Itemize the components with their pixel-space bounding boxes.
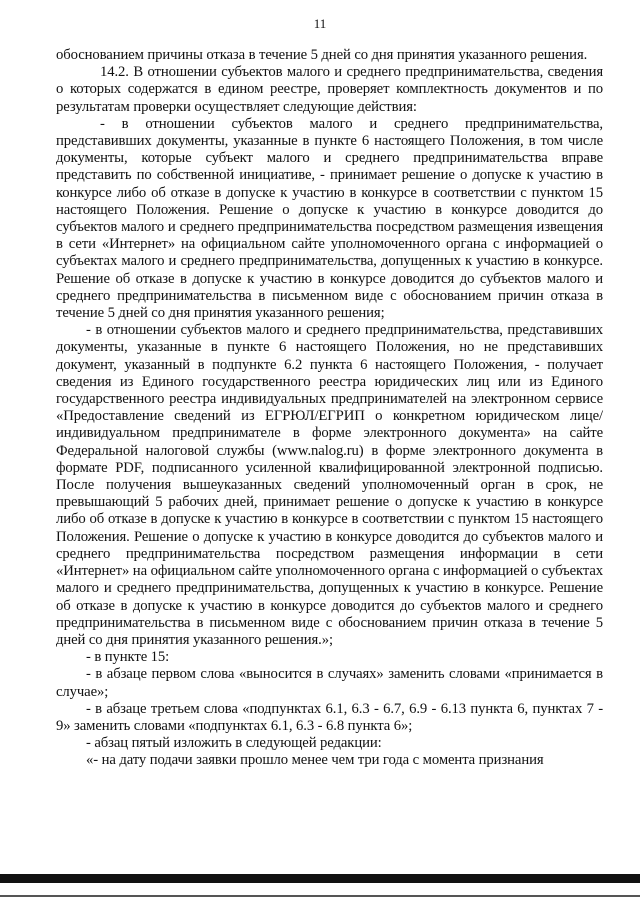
paragraph-first-abzac: - в абзаце первом слова «выносится в случаях» заменить словами «принимается в случае»; [56,666,603,700]
paragraph-bullet-missing-document: - в отношении субъектов малого и среднего предпринимательства, представивших документы, указанные в пункте 6 настоящего Положения, но не представивших документ, указанный в подпункте 6.2 пункта 6 настоящего Положения, - получает сведения из Единого государственного реестра юридических лиц или из Единого государственного реестра индивидуальных предпринимателей на электронном сервисе «Предоставление сведений из ЕГРЮЛ/ЕГРИП о конкретном юридическом лице/индивидуальном предпринимателе в форме электронного документа» на сайте Федеральной налоговой службы (www.nalog.ru) в форме электронного документа в формате PDF, подписанного усиленной квалифицированной электронной подписью. После получения вышеуказанных сведений уполномоченный орган в срок, не превышающий 5 рабочих дней, принимает решение о допуске к участию в конкурсе либо об отказе в допуске к участию в конкурсе в соответствии с пунктом 15 настоящего Положения. Решение о допуске к участию в конкурсе доводится до субъектов малого и среднего предпринимательства посредством размещения информации в сети «Интернет» на официальном сайте уполномоченного органа с информацией о субъектах малого и среднего предпринимательства, допущенных к участию в конкурсе. Решение об отказе в допуске к участию в конкурсе доводится до субъектов малого и среднего предпринимательства в письменном виде с обоснованием причин отказа в течение 5 дней со дня принятия указанного решения.»; [56,322,603,648]
paragraph-bullet-full-documents: - в отношении субъектов малого и среднего предпринимательства, представивших документы, указанные в пункте 6 настоящего Положения, в том числе документы, которые субъект малого и среднего предпринимательства вправе представить по собственной инициативе, - принимает решение о допуске к участию в конкурсе либо об отказе в допуске к участию в конкурсе в соответствии с пунктом 15 настоящего Положения. Решение о допуске к участию в конкурсе доводится до субъектов малого и среднего предпринимательства посредством размещения извещения в сети «Интернет» на официальном сайте уполномоченного органа с информацией о субъектах малого и среднего предпринимательства, допущенных к участию в конкурсе. Решение об отказе в допуске к участию в конкурсе доводится до субъектов малого и среднего предпринимательства в письменном виде с обоснованием причин отказа в течение 5 дней со дня принятия указанного решения; [56,115,603,322]
paragraph-fifth-abzac: - абзац пятый изложить в следующей редакции: [86,735,382,752]
scan-edge-thick [0,874,640,883]
paragraph-new-wording: «- на дату подачи заявки прошло менее чем три года с момента признания [86,752,544,769]
paragraph-continuation: обоснованием причины отказа в течение 5 дней со дня принятия указанного решения. [56,47,588,63]
paragraph-third-abzac: - в абзаце третьем слова «подпунктах 6.1, 6.3 - 6.7, 6.9 - 6.13 пункта 6, пунктах 7 - 9» заменить словами «подпунктах 6.1, 6.3 - 6.8 пункта 6»; [56,700,603,734]
scan-edge-thin [0,895,640,897]
paragraph-clause-14-2: 14.2. В отношении субъектов малого и среднего предпринимательства, сведения о которых содержатся в едином реестре, проверяет комплектность документов и по результатам проверки осуществляет следующие действия: [56,64,603,115]
paragraph-item-15: - в пункте 15: [86,649,170,666]
page-number: 11 [313,16,327,31]
document-body [56,47,603,770]
